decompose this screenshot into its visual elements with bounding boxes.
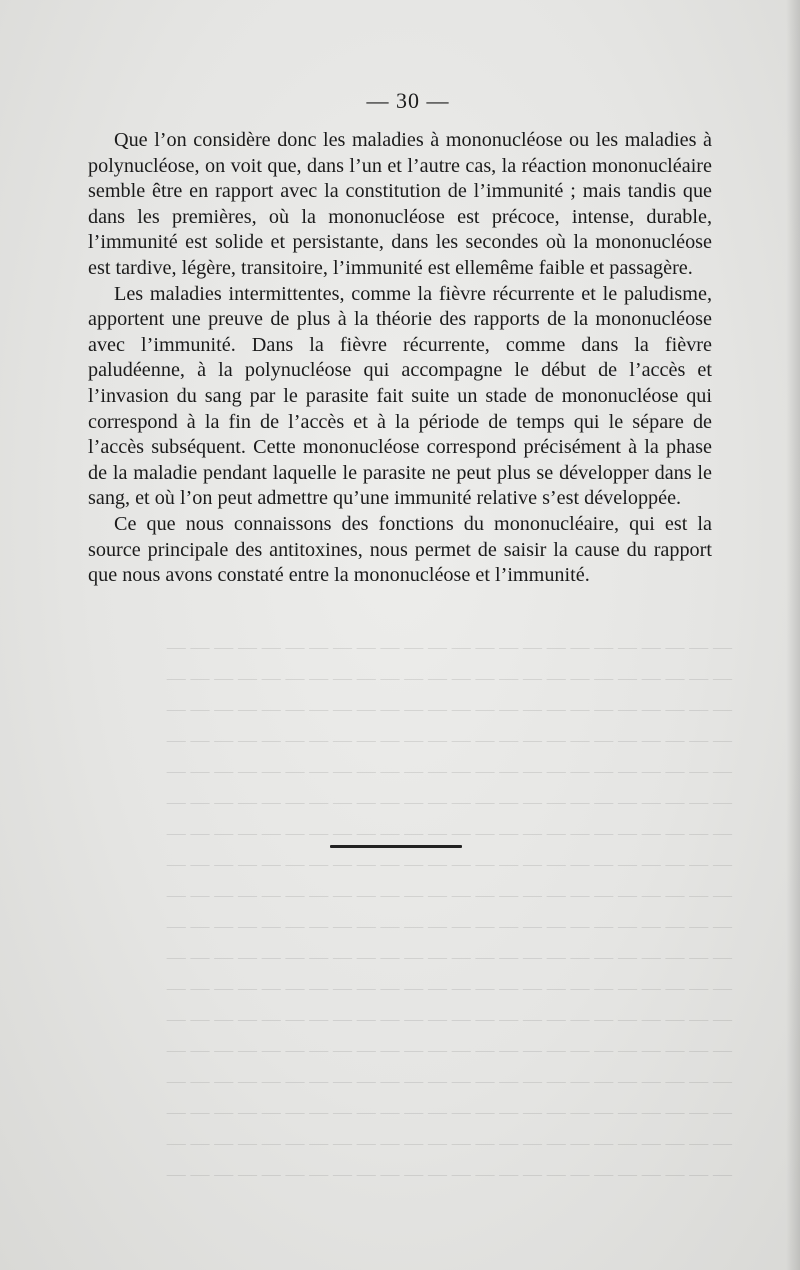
body-text [88,128,712,589]
paragraph-1: Que l’on considère donc les maladies à mononucléose ou les maladies à polynucléose, on voit que, dans l’un et l’autre cas, la réaction mononucléaire semble être en rapport avec la constitution de l’immunité ; mais tandis que dans les premières, où la mononucléose est précoce, intense, durable, l’immunité est solide et persistante, dans les secondes où la mononucléose est tardive, légère, transitoire, l’immunité est ellemême faible et passagère. [88,129,712,279]
page-edge-shadow [786,0,800,1270]
section-separator [330,845,462,848]
page-number: — 30 — [366,88,450,113]
paragraph-3: Ce que nous connaissons des fonctions du mononucléaire, qui est la source principale des antitoxines, nous permet de saisir la cause du rapport que nous avons constaté entre la mononucléose et l’immunité. [88,512,712,587]
show-through-decoration: — — — — — — — — — — — — — — — — — — — — — — — — — — — — — — — — — — — — — — — — — — — — — — — — — — — — — — — — — — — — — — — — — — — — — — — — — — — — — — — — — — — — — — — — — — — — — — — — — — — — — — — — — — — — — — — — — — — — — — — — — — — — — — — — — — — — — — — — — — — — — — — — — — — — — — — — — — — — — — — — — — — — — — — — — — — — — — — — — — — — — — — — — — — — — — — — — — — — — — — — — — — — — — — — — — — — — — — — — — — — — — — — — — — — — — — — — — — — — — — — — — — — — — — — — — — — — — — — — — — — — — — — — — — — — — — — — — — — — — — — — — — — — — — — — — — — — — — — — — — — — — — — — — — — — — — — — — — — — — — — — — — — — — — — — — — — — — — — — — — — — — — — — — — — — — — — — — — — — — — — — — — — — — — — — — — — — — — — — — — — — — — — — — — — — — — — — — — — — — — — — — — — — — — — — — — — — — — — — — — — — — — — — — — — — — — — [166,637,732,1185]
paragraph-2: Les maladies intermittentes, comme la fièvre récurrente et le paludisme, apportent une preuve de plus à la théorie des rapports de la mononucléose avec l’immunité. Dans la fièvre récurrente, comme dans la fièvre paludéenne, à la polynucléose qui accompagne le début de l’accès et l’invasion du sang par le parasite fait suite un stade de mononucléose qui correspond à la fin de l’accès et à la période de temps qui le sépare de l’accès subséquent. Cette mononucléose correspond précisément à la phase de la maladie pendant laquelle le parasite ne peut plus se développer dans le sang, et où l’on peut admettre qu’une immunité relative s’est développée. [88,282,712,510]
